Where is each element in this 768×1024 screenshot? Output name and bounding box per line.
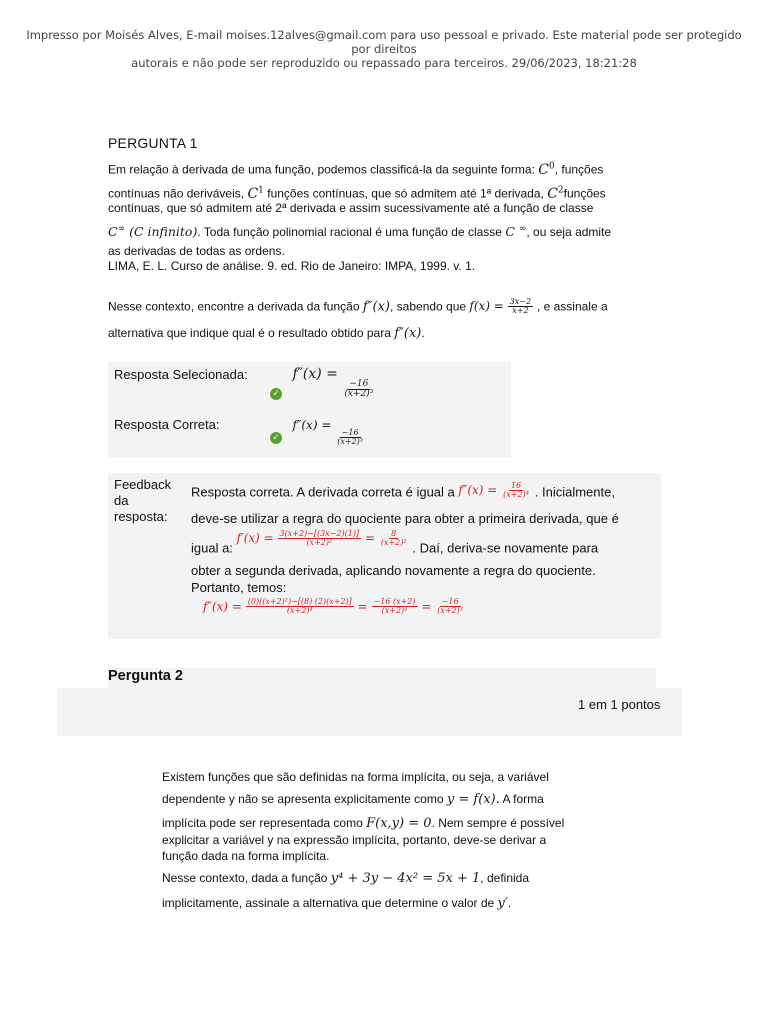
q2-line-4: explicitar a variável y na expressão implícita, portanto, deve-se derivar a (162, 833, 547, 847)
feedback-line-5: Portanto, temos: (191, 580, 287, 595)
q2-line-1: Existem funções que são definidas na forma implícita, ou seja, a variável (162, 770, 549, 784)
feedback-label: Feedback da resposta: (114, 477, 172, 524)
y-prime: y′ (497, 896, 508, 911)
feedback-math-1: f″(x) = $\frac{16}{\text{(x+2)⁴}}$ (458, 481, 529, 500)
q1-line-1: Em relação à derivada de uma função, podemos classificá-la da seguinte forma: $C^0$, funções (108, 161, 604, 178)
c2-symbol: $C^2$ (547, 185, 564, 202)
watermark-line-1: Impresso por Moisés Alves, E-mail moises.12alves@gmail.com para uso pessoal e privado. Este material pode ser protegido por direitos (26, 28, 742, 56)
correct-answer: ✓ $^{f''(x) = \frac{-16}{\text{(x+2)³}}}$ (270, 418, 365, 447)
q1-line-2: contínuas não deriváveis, $C^1$ funções contínuas, que só admitem até 1ª derivada, $C^2funções$ (108, 185, 606, 202)
q2-line-7: implicitamente, assinale a alternativa que determine o valor de y′. (162, 896, 512, 911)
correct-answer-label: Resposta Correta: (114, 417, 220, 432)
q2-line-5: função dada na forma implícita. (162, 849, 330, 863)
q1-line-5: as derivadas de todas as ordens. (108, 244, 285, 258)
c1-symbol: $C^1$ (247, 185, 264, 202)
q2-line-2: dependente y não se apresenta explicitamente como y = f(x). A forma (162, 792, 544, 807)
q1-reference: LIMA, E. L. Curso de análise. 9. ed. Rio de Janeiro: IMPA, 1999. v. 1. (108, 259, 476, 273)
q1-line-3: contínuas, que só admitem até 2ª derivada e assim sucessivamente até a função de classe (108, 201, 594, 215)
feedback-math-2: f′(x) = $\frac{3(x+2)-[(3x-2)(1)]}{\text{(x+2)²}}$ = $\frac{8}{\text{(x+2)²}}$ (236, 529, 407, 548)
q1-context-line-1: Nesse contexto, encontre a derivada da função f″(x), sabendo que f(x) = $\frac{3x-2}{x+2}$ , e assinale a (108, 297, 608, 316)
question-2-points: 1 em 1 pontos (578, 697, 661, 712)
question-2-title: Pergunta 2 (108, 668, 183, 684)
c-infinity-symbol-2: C ∞ (505, 224, 527, 240)
selected-answer: ✓ f″(x) = $\frac{-16}{\text{(x+2)³}}$ (270, 366, 375, 400)
implicit-equation: y⁴ + 3y − 4x² = 5x + 1 (330, 871, 481, 886)
feedback-math-3: f″(x) = $\frac{\text{(0)((x+2)²)−[(8) (2)(x+2)]}}{\text{(x+2)⁴}}$ = $\frac{-16 (x+2)}{\text{(x+2)⁴}}$ = $\frac{-16}{\text{(x+2)³}}$ (203, 597, 463, 616)
feedback-line-4: obter a segunda derivada, aplicando novamente a regra do quociente. (191, 563, 596, 578)
y-equals-fx: y = f(x). (446, 792, 500, 807)
question-2-title-bar (108, 668, 656, 690)
check-icon: ✓ (270, 388, 282, 400)
q2-line-6: Nesse contexto, dada a função y⁴ + 3y − 4x² = 5x + 1, definida (162, 871, 529, 886)
print-watermark (20, 28, 748, 70)
feedback-line-3: igual a: f′(x) = $\frac{3(x+2)-[(3x-2)(1)]}{\text{(x+2)²}}$ = $\frac{8}{\text{(x+2)²}}$ . Daí, deriva-se novamente para (191, 529, 599, 556)
fpp-symbol-2: f″(x) (394, 326, 422, 341)
fpp-symbol: f″(x) (362, 299, 390, 315)
feedback-line-1: Resposta correta. A derivada correta é igual a f″(x) = $\frac{16}{\text{(x+2)⁴}}$ . Inicialmente, (191, 481, 615, 500)
c-infinity-symbol: C∞ (C infinito) (108, 224, 198, 240)
q2-line-3: implícita pode ser representada como F(x,y) = 0. Nem sempre é possível (162, 816, 565, 831)
selected-answer-label: Resposta Selecionada: (114, 367, 248, 382)
watermark-line-2: autorais e não pode ser reproduzido ou repassado para terceiros. 29/06/2023, 18:21:28 (131, 56, 637, 70)
q1-context-line-2: alternativa que indique qual é o resultado obtido para f″(x). (108, 326, 425, 341)
implicit-form: F(x,y) = 0 (366, 816, 432, 831)
check-icon: ✓ (270, 432, 282, 444)
question-2-points-bar (57, 688, 682, 736)
fx-definition: f(x) = $\frac{3x-2}{x+2}$ (469, 297, 532, 316)
feedback-line-2: deve-se utilizar a regra do quociente para obter a primeira derivada, que é (191, 511, 619, 526)
c0-symbol: $C^0$ (538, 161, 555, 178)
question-1-title: PERGUNTA 1 (108, 135, 198, 151)
q1-line-4: C∞ (C infinito). Toda função polinomial racional é uma função de classe C ∞, ou seja admite (108, 224, 612, 240)
